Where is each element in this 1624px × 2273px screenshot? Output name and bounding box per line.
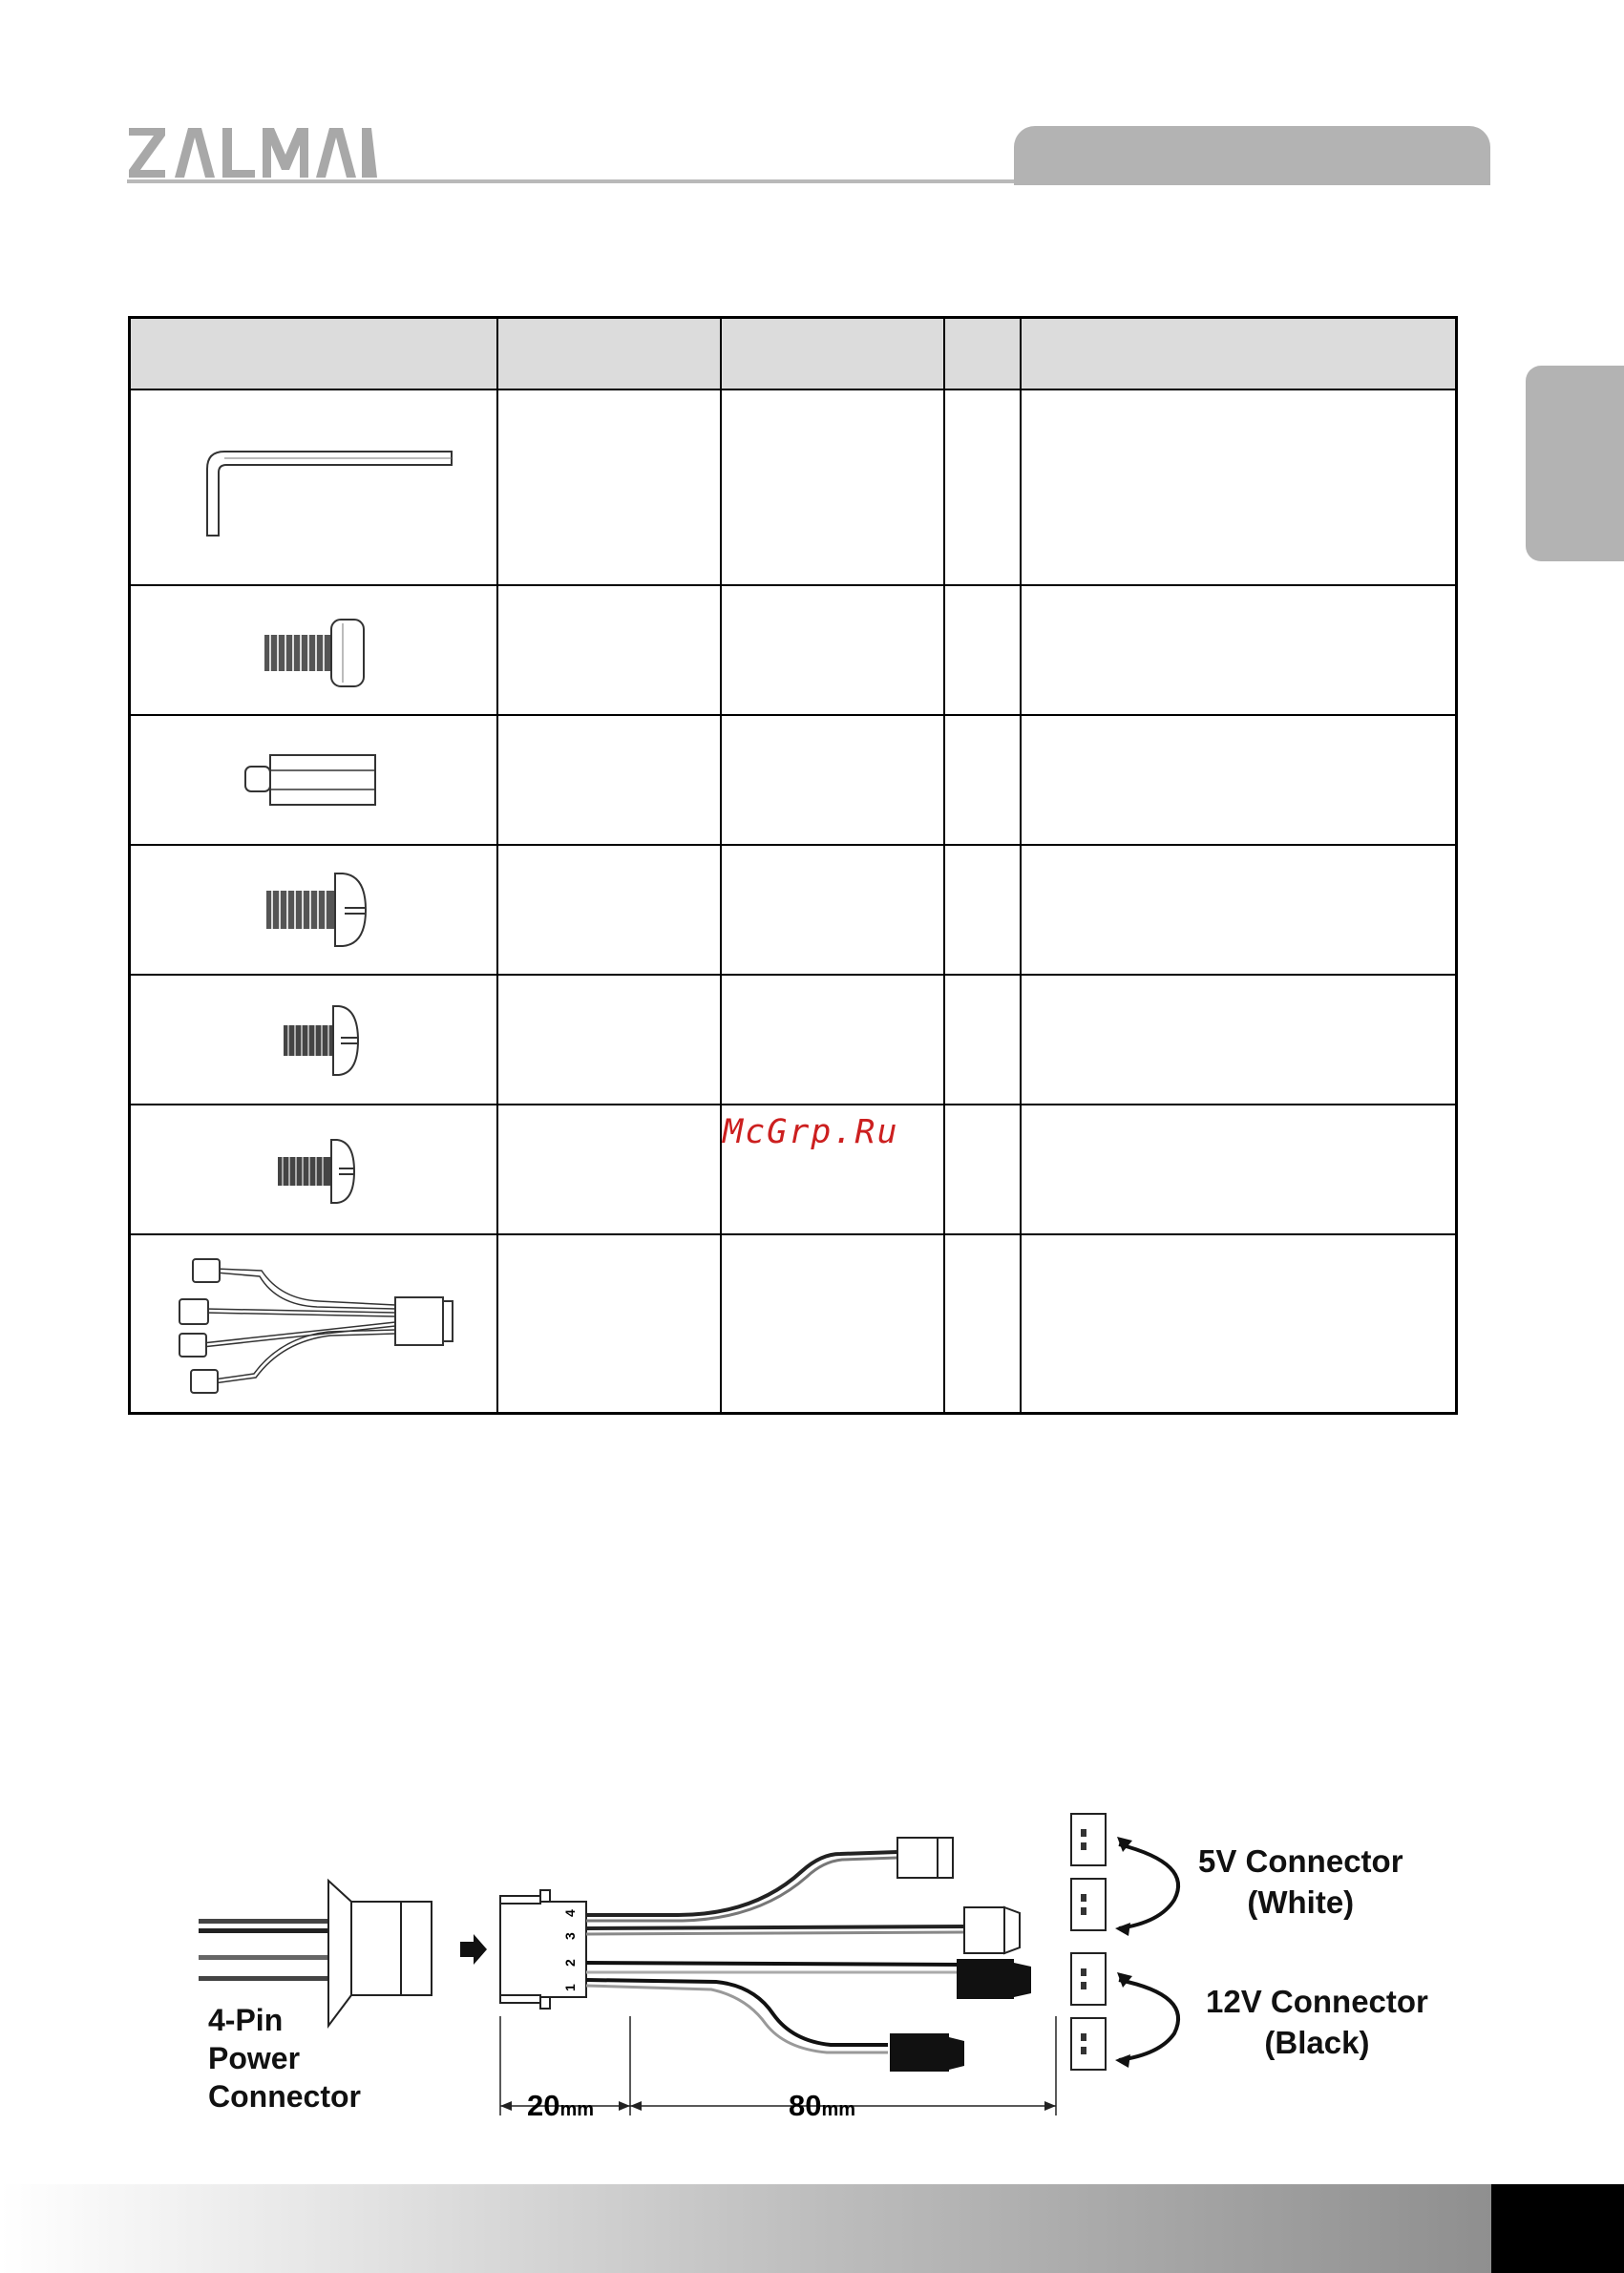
medium-screw-icon [257,997,371,1083]
hex-standoff-icon [238,742,390,818]
table-cell [497,975,721,1105]
table-row [130,845,1457,975]
curved-arrow-icon [1119,1980,1178,2060]
connector-5v-label: 5V Connector (White) [1198,1843,1403,1920]
thumb-screw-icon [247,602,381,698]
table-header-cell [497,318,721,390]
side-tab [1526,366,1624,561]
parts-table [128,316,1458,1415]
small-screw-icon [257,1126,371,1212]
power-connector-label: 4-Pin Power Connector [208,2003,361,2114]
pin-number: 3 [562,1932,578,1940]
connector-12v-icon [890,1959,1031,2072]
table-cell [497,715,721,845]
connector-5v-icon [897,1838,1020,1953]
table-cell [944,1234,1021,1413]
part-image-cell [130,975,498,1105]
table-row [130,585,1457,715]
arrow-right-icon [460,1934,487,1965]
table-row [130,389,1457,585]
table-cell [1021,975,1457,1105]
part-image-cell [130,845,498,975]
table-cell [944,715,1021,845]
header-panel-icon [1071,1814,1106,2070]
dimension-80mm: 80mm [789,2089,856,2122]
table-cell [721,1234,944,1413]
curved-arrow-icon [1119,1844,1178,1928]
table-cell [721,715,944,845]
pin-number: 1 [562,1984,578,1991]
part-image-cell [130,585,498,715]
table-cell [1021,1105,1457,1234]
hex-key-icon [161,431,467,545]
table-row [130,975,1457,1105]
table-cell [944,845,1021,975]
table-cell [497,1105,721,1234]
table-cell [1021,389,1457,585]
connector-12v-label: 12V Connector (Black) [1206,1984,1428,2060]
table-row [130,715,1457,845]
table-cell [497,585,721,715]
table-cell [721,585,944,715]
table-cell [944,1105,1021,1234]
table-cell [944,389,1021,585]
part-image-cell [130,1105,498,1234]
table-header-cell [944,318,1021,390]
table-header-row [130,318,1457,390]
pin-number: 4 [562,1909,578,1917]
pin-number: 2 [562,1959,578,1967]
header-tab [1014,126,1490,185]
part-image-cell [130,715,498,845]
table-cell [944,975,1021,1105]
table-header-cell [721,318,944,390]
table-cell [497,845,721,975]
table-row [130,1234,1457,1413]
table-cell [721,975,944,1105]
zalman-logo [127,122,379,181]
large-screw-icon [247,862,381,958]
footer-bar [0,2184,1491,2273]
table-cell [497,389,721,585]
table-cell [721,389,944,585]
header-rule [127,179,1015,183]
table-cell [1021,715,1457,845]
table-header-cell [130,318,498,390]
part-image-cell [130,1234,498,1413]
table-cell [944,585,1021,715]
table-cell [497,1234,721,1413]
part-image-cell [130,389,498,585]
footer-page-block [1491,2184,1624,2273]
table-cell [1021,1234,1457,1413]
table-cell [1021,845,1457,975]
watermark: McGrp.Ru [723,1113,899,1151]
dimension-20mm: 20mm [527,2089,595,2122]
table-cell [1021,585,1457,715]
fan-cable-icon [147,1242,481,1404]
table-cell [721,845,944,975]
table-header-cell [1021,318,1457,390]
